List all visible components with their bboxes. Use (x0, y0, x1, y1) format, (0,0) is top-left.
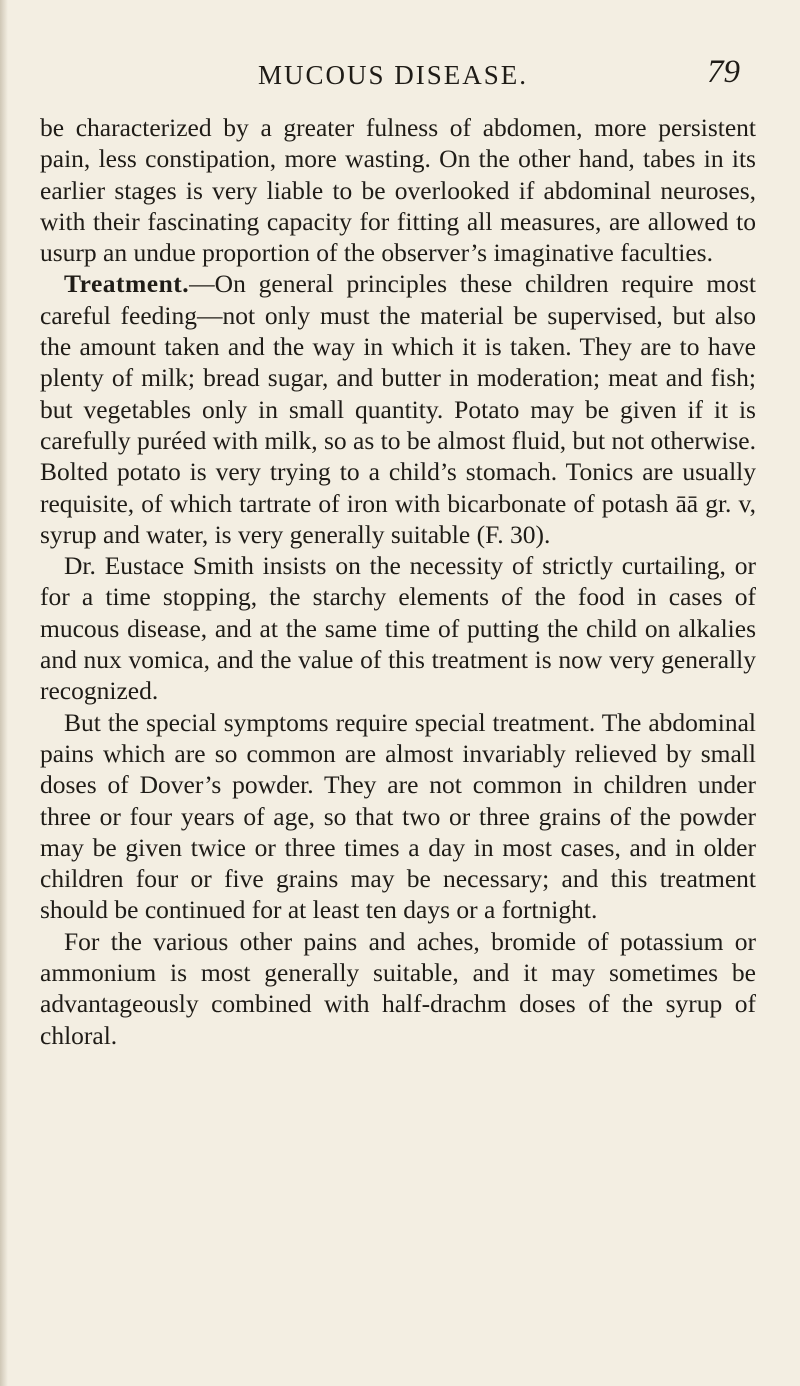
paragraph-5: For the various other pains and aches, bromide of potassium or ammonium is most generally suitable, and it may sometimes be advantageously combined with half-drachm doses of the syrup of chloral. (40, 926, 756, 1050)
paragraph-3: Dr. Eustace Smith insists on the necessity of strictly curtailing, or for a time stopping, the starchy elements of the food in cases of mucous disease, and at the same time of putting the child on alkalies and nux vomica, and the value of this treatment is now very generally recognized. (40, 551, 756, 706)
treatment-heading: Treatment. (64, 269, 190, 299)
paragraph-2-text: —On general principles these children require most careful feeding—not only must the material be supervised, but also the amount taken and the way in which it is taken. They are to have plenty of milk; bread sugar, and butter in moderation; meat and fish; but vegetables only in small quantity. Potato may be given if it is carefully puréed with milk, so as to be almost fluid, but not otherwise. Bolted potato is very trying to a child’s stomach. Tonics are usually requisite, of which tartrate of iron with bicarbonate of potash āā gr. v, syrup and water, is very generally suitable (F. 30). (40, 269, 756, 549)
running-head: MUCOUS DISEASE. (258, 60, 529, 90)
paragraph-1: be characterized by a greater fulness of abdomen, more persistent pain, less constipation, more wasting. On the other hand, tabes in its earlier stages is very liable to be overlooked if abdominal neuroses, with their fascinating capacity for fitting all measures, are allowed to usurp an undue proportion of the observer’s imaginative faculties. (40, 113, 756, 268)
page-number: 79 (707, 54, 740, 90)
page-body (40, 112, 756, 1051)
paragraph-4: But the special symptoms require special treatment. The abdominal pains which are so common are almost invariably relieved by small doses of Dover’s powder. They are not common in children under three or four years of age, so that two or three grains of the powder may be given twice or three times a day in most cases, and in older children four or five grains may be necessary; and this treatment should be continued for at least ten days or a fortnight. (40, 707, 756, 925)
page-header (258, 54, 740, 100)
paragraph-2 (40, 268, 756, 550)
page-edge-shadow (0, 0, 8, 1386)
